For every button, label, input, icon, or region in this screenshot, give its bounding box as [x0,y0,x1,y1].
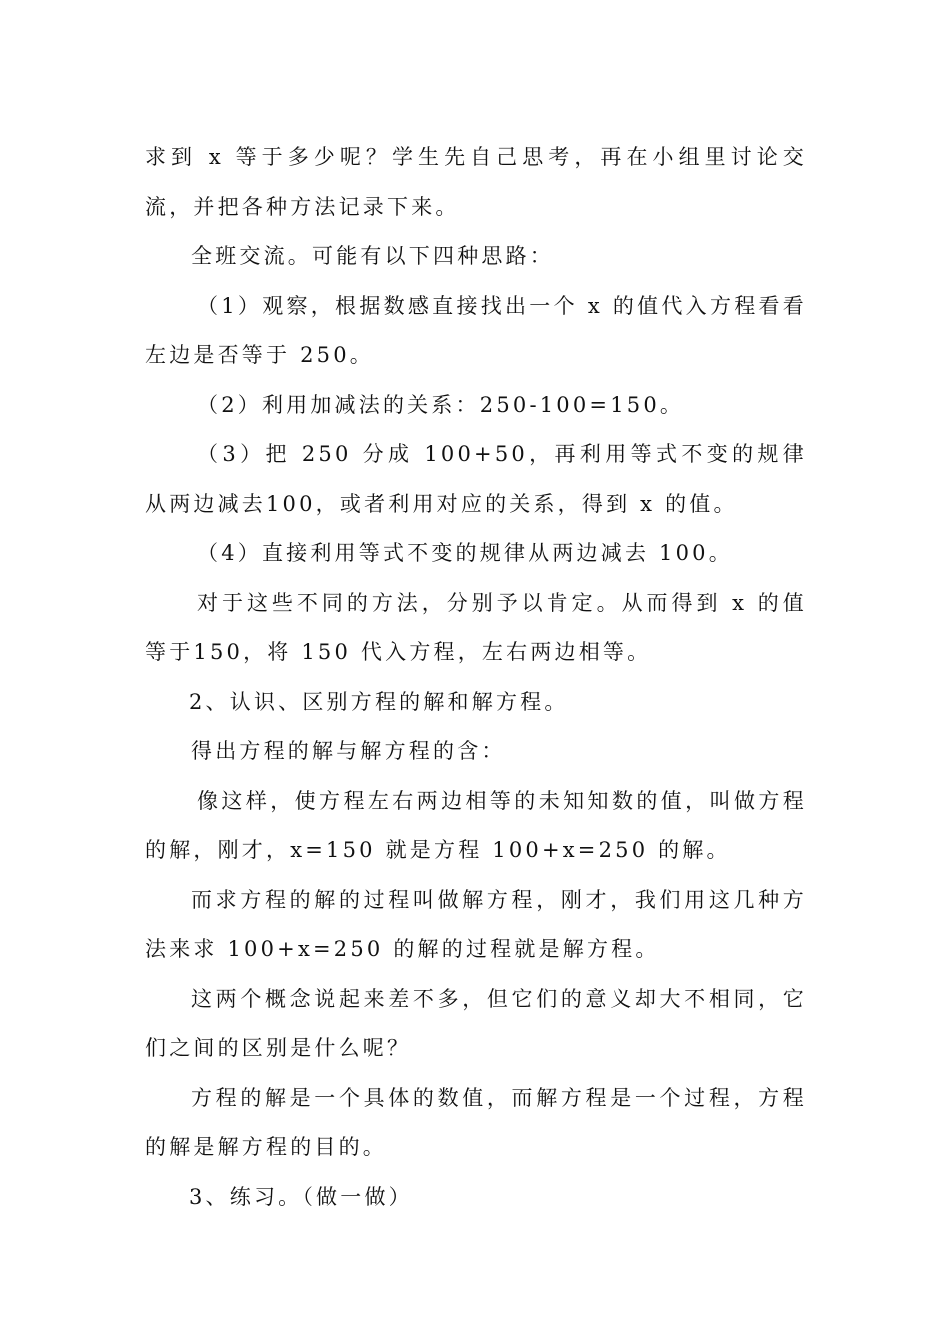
paragraph-1: 求到 x 等于多少呢？学生先自己思考，再在小组里讨论交流，并把各种方法记录下来。 [145,145,807,219]
paragraph-12: 方程的解是一个具体的数值，而解方程是一个过程，方程的解是解方程的目的。 [145,1085,807,1159]
section-heading-2: 2、认识、区别方程的解和解方程。 [189,689,569,714]
paragraph-10: 而求方程的解的过程叫做解方程，刚才，我们用这几种方法来求 100+x=250 的解的过程就是解方程。 [145,887,807,961]
paragraph-2: 全班交流。可能有以下四种思路： [191,244,554,268]
paragraph-4: （2）利用加减法的关系：250-100=150。 [197,392,685,417]
paragraph-9: 像这样，使方程左右两边相等的未知知数的值，叫做方程的解，刚才，x=150 就是方程 100+x=250 的解。 [145,788,807,862]
paragraph-7: 对于这些不同的方法，分别予以肯定。从而得到 x 的值等于150，将 150 代入方程，左右两边相等。 [145,590,807,664]
paragraph-3: （1）观察，根据数感直接找出一个 x 的值代入方程看看左边是否等于 250。 [145,293,807,367]
paragraph-6: （4）直接利用等式不变的规律从两边减去 100。 [197,541,733,565]
section-heading-3: 3、练习。（做一做） [189,1184,413,1209]
paragraph-8: 得出方程的解与解方程的含： [191,739,506,763]
document-body [145,133,807,1222]
paragraph-11: 这两个概念说起来差不多，但它们的意义却大不相同，它们之间的区别是什么呢？ [145,986,807,1060]
paragraph-5: （3）把 250 分成 100+50，再利用等式不变的规律从两边减去100，或者利用对应的关系，得到 x 的值。 [145,442,807,516]
